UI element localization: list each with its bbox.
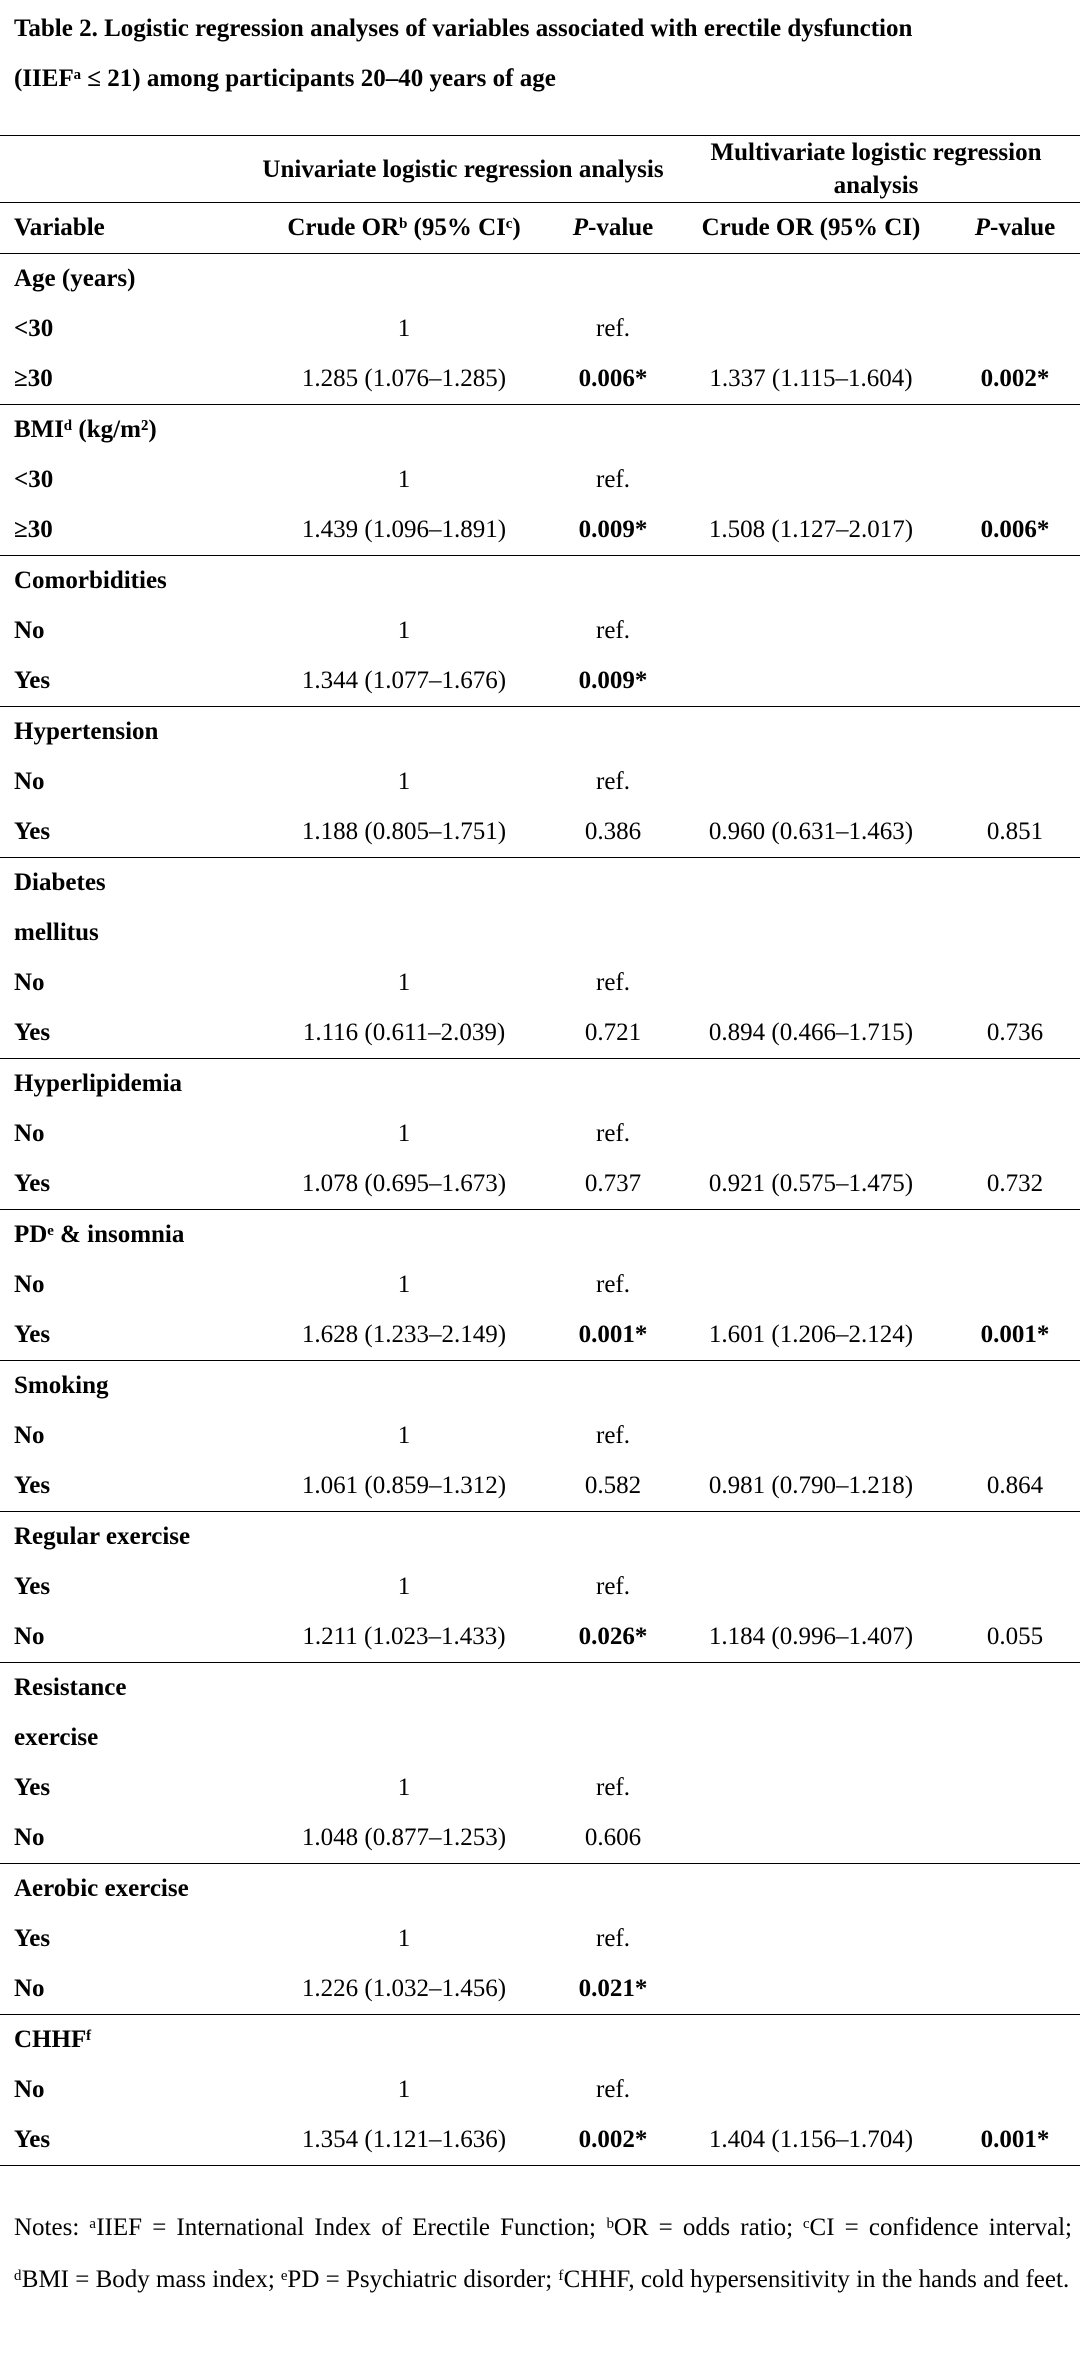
table-row <box>0 958 1080 1008</box>
uni-or-value: 1 <box>397 2076 411 2103</box>
row-label: Yes <box>14 1472 51 1499</box>
table-row <box>0 606 1080 656</box>
uni-p-value: ref. <box>596 1422 630 1449</box>
table-row <box>0 1914 1080 1964</box>
multi-or-value: 0.981 (0.790–1.218) <box>708 1472 914 1499</box>
table-row <box>0 656 1080 707</box>
multi-p-value <box>950 1813 1080 1864</box>
uni-or-value: 1.048 (0.877–1.253) <box>301 1824 507 1851</box>
univariate-p-header: P-value <box>572 214 654 241</box>
row-label: No <box>14 1975 45 2002</box>
multivariate-p-header: P-value <box>974 214 1056 241</box>
table-row <box>0 1964 1080 2015</box>
uni-p-value: ref. <box>596 1573 630 1600</box>
multi-p-value <box>950 1411 1080 1461</box>
row-label: No <box>14 969 45 996</box>
row-label: No <box>14 1271 45 1298</box>
multi-or-value: 0.960 (0.631–1.463) <box>708 818 914 845</box>
uni-p-value: ref. <box>596 1774 630 1801</box>
row-label: No <box>14 1422 45 1449</box>
uni-p-value: 0.009* <box>578 667 648 694</box>
table-row <box>0 455 1080 505</box>
row-label: Yes <box>14 1019 51 1046</box>
section-label: Diabetes <box>14 869 106 896</box>
row-label: Yes <box>14 818 51 845</box>
uni-p-value: 0.009* <box>578 516 648 543</box>
table-row <box>0 1461 1080 1512</box>
multi-p-value: 0.732 <box>986 1170 1044 1197</box>
uni-p-value: ref. <box>596 969 630 996</box>
table-row <box>0 1411 1080 1461</box>
multi-p-value <box>950 455 1080 505</box>
multi-or-value <box>672 1964 950 2015</box>
uni-p-value: 0.721 <box>584 1019 642 1046</box>
uni-or-value: 1 <box>397 1774 411 1801</box>
table-notes: Notes: ᵃIIEF = International Index of Erectile Function; ᵇOR = odds ratio; ᶜCI = confidence interval; ᵈBMI = Body mass index; ᵉPD = Psychiatric disorder; ᶠCHHF, cold hypersensitivity in the hands and feet. <box>14 2214 1072 2293</box>
row-label: Yes <box>14 1573 51 1600</box>
multi-p-value: 0.851 <box>986 818 1044 845</box>
multi-p-value: 0.001* <box>980 1321 1050 1348</box>
uni-or-value: 1 <box>397 315 411 342</box>
section-label: Comorbidities <box>14 567 167 594</box>
row-label: No <box>14 1120 45 1147</box>
univariate-or-header: Crude ORᵇ (95% CIᶜ) <box>287 214 521 241</box>
row-label: No <box>14 2076 45 2103</box>
row-label: Yes <box>14 1321 51 1348</box>
table-row <box>0 1310 1080 1361</box>
uni-or-value: 1.078 (0.695–1.673) <box>301 1170 507 1197</box>
uni-p-value: 0.386 <box>584 818 642 845</box>
section-label: PDᵉ & insomnia <box>14 1221 185 1248</box>
table-title <box>14 4 1074 104</box>
row-label: <30 <box>14 315 54 342</box>
uni-or-value: 1.061 (0.859–1.312) <box>301 1472 507 1499</box>
multi-or-value <box>672 1109 950 1159</box>
uni-or-value: 1 <box>397 768 411 795</box>
multi-p-value: 0.736 <box>986 1019 1044 1046</box>
multi-or-value: 1.601 (1.206–2.124) <box>708 1321 914 1348</box>
multi-or-value <box>672 958 950 1008</box>
section-label: CHHFᶠ <box>14 2026 92 2053</box>
row-label: Yes <box>14 2126 51 2153</box>
multi-p-value <box>950 757 1080 807</box>
uni-or-value: 1.285 (1.076–1.285) <box>301 365 507 392</box>
uni-p-value: 0.006* <box>578 365 648 392</box>
multi-p-value: 0.864 <box>986 1472 1044 1499</box>
table-row <box>0 757 1080 807</box>
multi-or-value <box>672 1813 950 1864</box>
table-row <box>0 807 1080 858</box>
row-label: ≥30 <box>14 516 53 543</box>
section-label-continued: mellitus <box>14 919 99 946</box>
uni-or-value: 1 <box>397 1422 411 1449</box>
multi-or-value <box>672 1260 950 1310</box>
uni-p-value: ref. <box>596 1271 630 1298</box>
header-spacer <box>0 136 254 203</box>
row-label: <30 <box>14 466 54 493</box>
table-title-line-2: (IIEFᵃ ≤ 21) among participants 20–40 years of age <box>14 65 556 92</box>
row-label: Yes <box>14 1925 51 1952</box>
table-row <box>0 2115 1080 2166</box>
multivariate-or-header: Crude OR (95% CI) <box>701 214 921 241</box>
row-label: No <box>14 617 45 644</box>
section-label-continued: exercise <box>14 1724 99 1751</box>
uni-or-value: 1 <box>397 1120 411 1147</box>
table-row <box>0 1109 1080 1159</box>
multi-p-value: 0.002* <box>980 365 1050 392</box>
row-label: ≥30 <box>14 365 53 392</box>
multi-or-value <box>672 455 950 505</box>
table-row <box>0 304 1080 354</box>
multi-or-value <box>672 2065 950 2115</box>
section-label: Regular exercise <box>14 1523 191 1550</box>
multi-p-value <box>950 1260 1080 1310</box>
multi-or-value: 1.337 (1.115–1.604) <box>709 365 913 392</box>
multi-or-value <box>672 1562 950 1612</box>
uni-p-value: 0.026* <box>578 1623 648 1650</box>
uni-or-value: 1 <box>397 617 411 644</box>
row-label: Yes <box>14 1774 51 1801</box>
uni-p-value: ref. <box>596 1925 630 1952</box>
table-row <box>0 1813 1080 1864</box>
multi-or-value: 1.184 (0.996–1.407) <box>708 1623 914 1650</box>
multi-or-value: 1.404 (1.156–1.704) <box>708 2126 914 2153</box>
multi-p-value <box>950 1964 1080 2015</box>
uni-p-value: ref. <box>596 466 630 493</box>
uni-p-value: 0.606 <box>584 1824 642 1851</box>
table-row <box>0 1008 1080 1059</box>
table-row <box>0 354 1080 405</box>
multi-p-value <box>950 1562 1080 1612</box>
row-label: No <box>14 1623 45 1650</box>
section-label: Resistance <box>14 1674 127 1701</box>
uni-or-value: 1.354 (1.121–1.636) <box>301 2126 507 2153</box>
uni-p-value: ref. <box>596 2076 630 2103</box>
multi-or-value: 0.894 (0.466–1.715) <box>708 1019 914 1046</box>
table-row <box>0 1260 1080 1310</box>
table-row <box>0 1612 1080 1663</box>
multi-or-value <box>672 656 950 707</box>
table-row <box>0 1562 1080 1612</box>
multi-or-value <box>672 1763 950 1813</box>
multi-or-value <box>672 1914 950 1964</box>
uni-p-value: 0.002* <box>578 2126 648 2153</box>
uni-or-value: 1 <box>397 466 411 493</box>
multi-p-value <box>950 2065 1080 2115</box>
multi-or-value <box>672 757 950 807</box>
row-label: No <box>14 1824 45 1851</box>
multi-p-value <box>950 1109 1080 1159</box>
multi-or-value: 1.508 (1.127–2.017) <box>708 516 914 543</box>
section-label: Smoking <box>14 1372 109 1399</box>
uni-or-value: 1 <box>397 969 411 996</box>
uni-or-value: 1.116 (0.611–2.039) <box>302 1019 506 1046</box>
univariate-group-header: Univariate logistic regression analysis <box>262 155 664 183</box>
multi-p-value <box>950 304 1080 354</box>
uni-p-value: 0.582 <box>584 1472 642 1499</box>
variable-header: Variable <box>14 214 105 241</box>
uni-or-value: 1.628 (1.233–2.149) <box>301 1321 507 1348</box>
multi-p-value <box>950 1763 1080 1813</box>
multi-or-value <box>672 304 950 354</box>
uni-p-value: 0.021* <box>578 1975 648 2002</box>
multi-p-value <box>950 958 1080 1008</box>
uni-p-value: 0.737 <box>584 1170 642 1197</box>
row-label: Yes <box>14 667 51 694</box>
section-label: Age (years) <box>14 265 136 292</box>
multi-p-value: 0.001* <box>980 2126 1050 2153</box>
multi-or-value: 0.921 (0.575–1.475) <box>708 1170 914 1197</box>
multi-or-value <box>672 606 950 656</box>
multivariate-group-header: Multivariate logistic regression analysis <box>710 139 1042 199</box>
uni-p-value: ref. <box>596 617 630 644</box>
table-title-line-1: Table 2. Logistic regression analyses of variables associated with erectile dysfunction <box>14 15 913 42</box>
table-row <box>0 2065 1080 2115</box>
uni-or-value: 1 <box>397 1271 411 1298</box>
row-label: Yes <box>14 1170 51 1197</box>
multi-p-value: 0.006* <box>980 516 1050 543</box>
uni-or-value: 1.226 (1.032–1.456) <box>301 1975 507 2002</box>
uni-p-value: 0.001* <box>578 1321 648 1348</box>
uni-or-value: 1 <box>397 1925 411 1952</box>
uni-or-value: 1.439 (1.096–1.891) <box>301 516 507 543</box>
section-label: Hyperlipidemia <box>14 1070 183 1097</box>
regression-table <box>0 135 1080 2166</box>
table-row <box>0 505 1080 556</box>
multi-p-value <box>950 656 1080 707</box>
row-label: No <box>14 768 45 795</box>
uni-or-value: 1.188 (0.805–1.751) <box>301 818 507 845</box>
multi-p-value <box>950 606 1080 656</box>
multi-or-value <box>672 1411 950 1461</box>
uni-p-value: ref. <box>596 768 630 795</box>
section-label: Aerobic exercise <box>14 1875 189 1902</box>
uni-p-value: ref. <box>596 1120 630 1147</box>
section-label: Hypertension <box>14 718 159 745</box>
multi-p-value <box>950 1914 1080 1964</box>
uni-p-value: ref. <box>596 315 630 342</box>
uni-or-value: 1.344 (1.077–1.676) <box>301 667 507 694</box>
uni-or-value: 1 <box>397 1573 411 1600</box>
table-row <box>0 1763 1080 1813</box>
uni-or-value: 1.211 (1.023–1.433) <box>302 1623 506 1650</box>
multi-p-value: 0.055 <box>986 1623 1044 1650</box>
section-label: BMIᵈ (kg/m²) <box>14 416 157 443</box>
table-row <box>0 1159 1080 1210</box>
